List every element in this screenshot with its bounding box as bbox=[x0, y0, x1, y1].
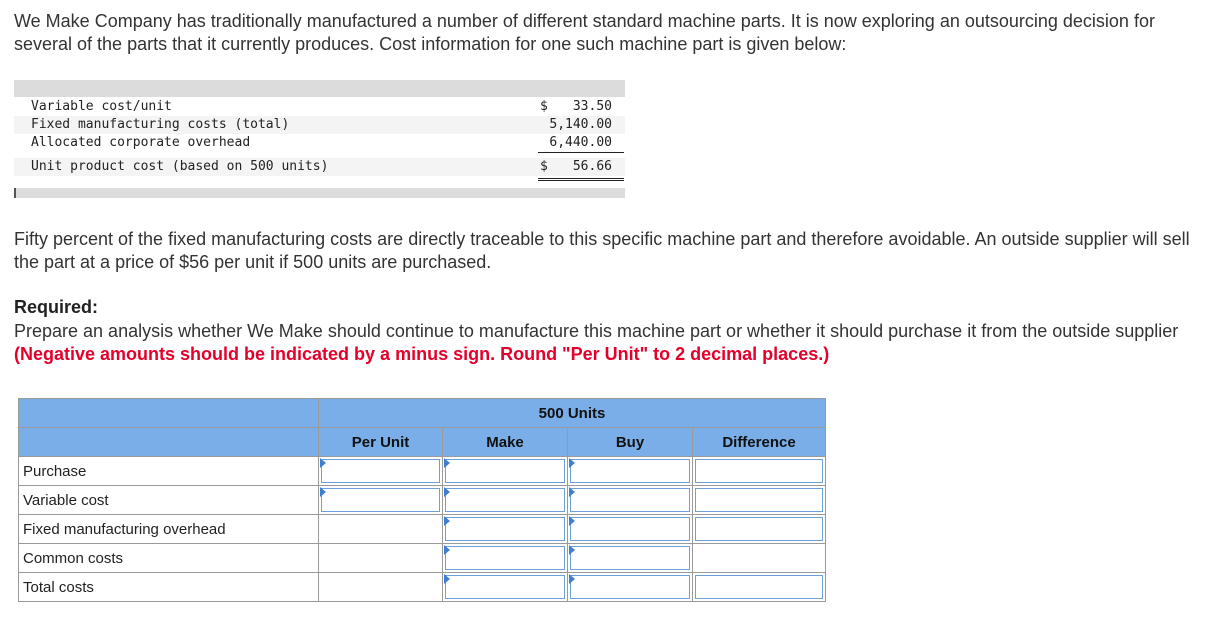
col-header-per-unit: Per Unit bbox=[319, 428, 443, 457]
input-purchase-make[interactable] bbox=[443, 457, 568, 486]
empty-cell bbox=[319, 544, 443, 573]
analysis-table bbox=[18, 398, 826, 602]
cost-label: Fixed manufacturing costs (total) bbox=[31, 117, 290, 132]
input-total-make[interactable] bbox=[443, 573, 568, 602]
group-header-500-units: 500 Units bbox=[319, 399, 826, 428]
input-variable-buy[interactable] bbox=[568, 486, 693, 515]
col-header-difference: Difference bbox=[693, 428, 826, 457]
table-corner-top bbox=[19, 399, 319, 428]
row-label-fixed-overhead: Fixed manufacturing overhead bbox=[19, 515, 319, 544]
required-instruction: (Negative amounts should be indicated by a minus sign. Round "Per Unit" to 2 decimal places.) bbox=[14, 344, 830, 364]
input-purchase-difference[interactable] bbox=[693, 457, 826, 486]
cost-value: 6,440.00 bbox=[549, 135, 612, 150]
input-variable-make[interactable] bbox=[443, 486, 568, 515]
row-label-total-costs: Total costs bbox=[19, 573, 319, 602]
cost-label: Variable cost/unit bbox=[31, 99, 172, 114]
row-label-purchase: Purchase bbox=[19, 457, 319, 486]
cost-row-allocated bbox=[14, 134, 625, 152]
cost-row-unit-product bbox=[14, 158, 625, 176]
row-label-common-costs: Common costs bbox=[19, 544, 319, 573]
input-total-difference[interactable] bbox=[693, 573, 826, 602]
table-row bbox=[19, 457, 826, 486]
empty-cell bbox=[693, 544, 826, 573]
input-variable-per-unit[interactable] bbox=[319, 486, 443, 515]
subtotal-underline bbox=[538, 152, 624, 153]
cost-label: Unit product cost (based on 500 units) bbox=[31, 159, 329, 174]
cost-information-table bbox=[14, 80, 625, 198]
required-heading: Required: bbox=[14, 297, 99, 317]
cost-value: 56.66 bbox=[572, 159, 612, 174]
total-double-underline-2 bbox=[538, 180, 624, 181]
cost-row-fixed bbox=[14, 116, 625, 134]
intro-paragraph: We Make Company has traditionally manufactured a number of different standard machine parts. It is now exploring an outsourcing decision for several of the parts that it currently produces. Cost information for one such machine part is given below: bbox=[14, 11, 1155, 54]
table-row bbox=[19, 515, 826, 544]
table-row bbox=[19, 573, 826, 602]
table-row bbox=[19, 544, 826, 573]
empty-cell bbox=[319, 515, 443, 544]
row-label-variable-cost: Variable cost bbox=[19, 486, 319, 515]
required-text: Prepare an analysis whether We Make should continue to manufacture this machine part or whether it should purchase it from the outside supplier bbox=[14, 321, 1179, 341]
cost-dollar: $ bbox=[540, 99, 548, 114]
total-double-underline-1 bbox=[538, 178, 624, 179]
input-fixed-buy[interactable] bbox=[568, 515, 693, 544]
col-header-make: Make bbox=[443, 428, 568, 457]
required-paragraph bbox=[14, 320, 1194, 366]
cost-table-top-bar bbox=[14, 80, 625, 97]
col-header-buy: Buy bbox=[568, 428, 693, 457]
cost-table-left-marker bbox=[14, 188, 16, 198]
input-fixed-make[interactable] bbox=[443, 515, 568, 544]
input-total-buy[interactable] bbox=[568, 573, 693, 602]
input-purchase-per-unit[interactable] bbox=[319, 457, 443, 486]
cost-row-variable bbox=[14, 98, 625, 116]
empty-cell bbox=[319, 573, 443, 602]
cost-value: 33.50 bbox=[572, 99, 612, 114]
input-variable-difference[interactable] bbox=[693, 486, 826, 515]
cost-table-bottom-bar bbox=[14, 188, 625, 198]
cost-dollar: $ bbox=[540, 159, 548, 174]
input-common-buy[interactable] bbox=[568, 544, 693, 573]
cost-value: 5,140.00 bbox=[549, 117, 612, 132]
table-row bbox=[19, 486, 826, 515]
input-common-make[interactable] bbox=[443, 544, 568, 573]
cost-label: Allocated corporate overhead bbox=[31, 135, 251, 150]
input-fixed-difference[interactable] bbox=[693, 515, 826, 544]
input-purchase-buy[interactable] bbox=[568, 457, 693, 486]
fifty-percent-paragraph: Fifty percent of the fixed manufacturing costs are directly traceable to this specific machine part and therefore avoidable. An outside supplier will sell the part at a price of $56 per unit if 500 units are purchased. bbox=[14, 229, 1190, 272]
table-corner-bottom bbox=[19, 428, 319, 457]
